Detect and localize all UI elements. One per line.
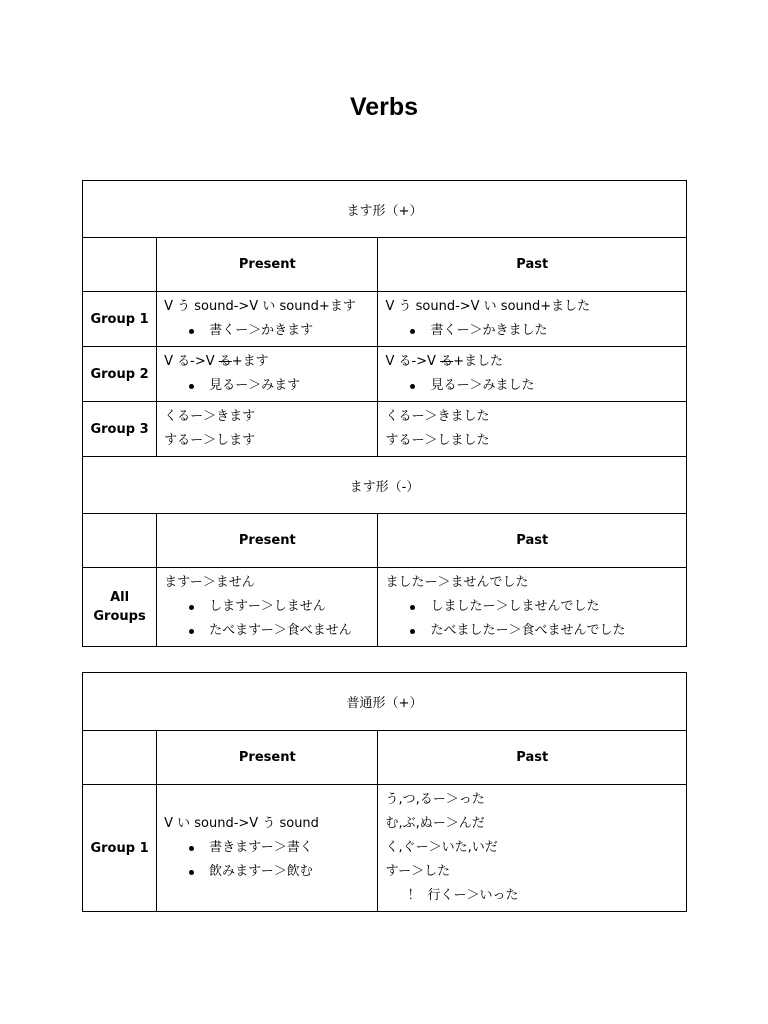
present-cell <box>157 568 378 647</box>
group-label: Group 1 <box>83 785 157 912</box>
struck-kana: る <box>218 354 232 369</box>
example-item: たべますー＞食べません <box>164 619 377 643</box>
text-line: くるー＞きました <box>385 409 490 424</box>
rule-text: V う sound->V い sound+ました <box>385 299 591 314</box>
text-line: くるー＞きます <box>164 409 256 424</box>
exception-item: ！ 行くー＞いった <box>385 884 686 908</box>
example-item: 書きますー＞書く <box>164 836 377 860</box>
present-header: Present <box>157 514 378 568</box>
text-line: するー＞します <box>164 433 256 448</box>
example-item: 書くー＞かきます <box>164 319 377 343</box>
text-line: く,ぐー＞いた,いだ <box>385 840 498 855</box>
past-cell <box>378 347 687 402</box>
text-line: う,つ,るー＞った <box>385 792 485 807</box>
example-item: 見るー＞みます <box>164 374 377 398</box>
rule-text: V い sound->V う sound <box>164 816 319 831</box>
empty-header-cell <box>83 514 157 568</box>
section-header-row <box>83 673 687 731</box>
exclamation-icon: ！ <box>407 888 421 903</box>
table-row <box>83 347 687 402</box>
example-item: しましたー＞しませんでした <box>385 595 686 619</box>
text-line: するー＞しました <box>385 433 490 448</box>
example-item: 見るー＞みました <box>385 374 686 398</box>
column-header-row <box>83 514 687 568</box>
struck-kana: る <box>440 354 454 369</box>
group-label: Group 2 <box>83 347 157 402</box>
section-title-masu-negative: ます形（-） <box>83 457 687 514</box>
section-title-plain-positive: 普通形（+） <box>83 673 687 731</box>
empty-header-cell <box>83 238 157 292</box>
table-row <box>83 292 687 347</box>
masu-form-table <box>82 180 687 647</box>
group-label: Group 1 <box>83 292 157 347</box>
past-header: Past <box>378 514 687 568</box>
example-item: 飲みますー＞飲む <box>164 860 377 884</box>
section-title-masu-positive: ます形（+） <box>83 181 687 238</box>
rule-text: ましたー＞ませんでした <box>385 575 529 590</box>
text-line: すー＞した <box>385 864 451 879</box>
table-row <box>83 785 687 912</box>
section-header-row <box>83 181 687 238</box>
section-header-row <box>83 457 687 514</box>
table-row <box>83 568 687 647</box>
group-label: Group 3 <box>83 402 157 457</box>
present-cell <box>157 402 378 457</box>
rule-text: V る->V る+ました <box>385 354 504 369</box>
present-cell <box>157 292 378 347</box>
present-header: Present <box>157 238 378 292</box>
present-header: Present <box>157 731 378 785</box>
past-cell <box>378 402 687 457</box>
rule-text: ますー＞ません <box>164 575 255 590</box>
plain-form-table <box>82 672 687 912</box>
example-item: 書くー＞かきました <box>385 319 686 343</box>
text-line: む,ぶ,ぬー＞んだ <box>385 816 485 831</box>
column-header-row <box>83 238 687 292</box>
present-cell <box>157 785 378 912</box>
past-cell <box>378 292 687 347</box>
past-cell <box>378 568 687 647</box>
rule-text: V う sound->V い sound+ます <box>164 299 356 314</box>
rule-text: V る->V る+ます <box>164 354 269 369</box>
past-cell <box>378 785 687 912</box>
present-cell <box>157 347 378 402</box>
page-title: Verbs <box>349 93 419 121</box>
group-label: All Groups <box>83 568 157 647</box>
example-item: しますー＞しません <box>164 595 377 619</box>
column-header-row <box>83 731 687 785</box>
past-header: Past <box>378 731 687 785</box>
empty-header-cell <box>83 731 157 785</box>
example-item: たべましたー＞食べませんでした <box>385 619 686 643</box>
table-row <box>83 402 687 457</box>
past-header: Past <box>378 238 687 292</box>
